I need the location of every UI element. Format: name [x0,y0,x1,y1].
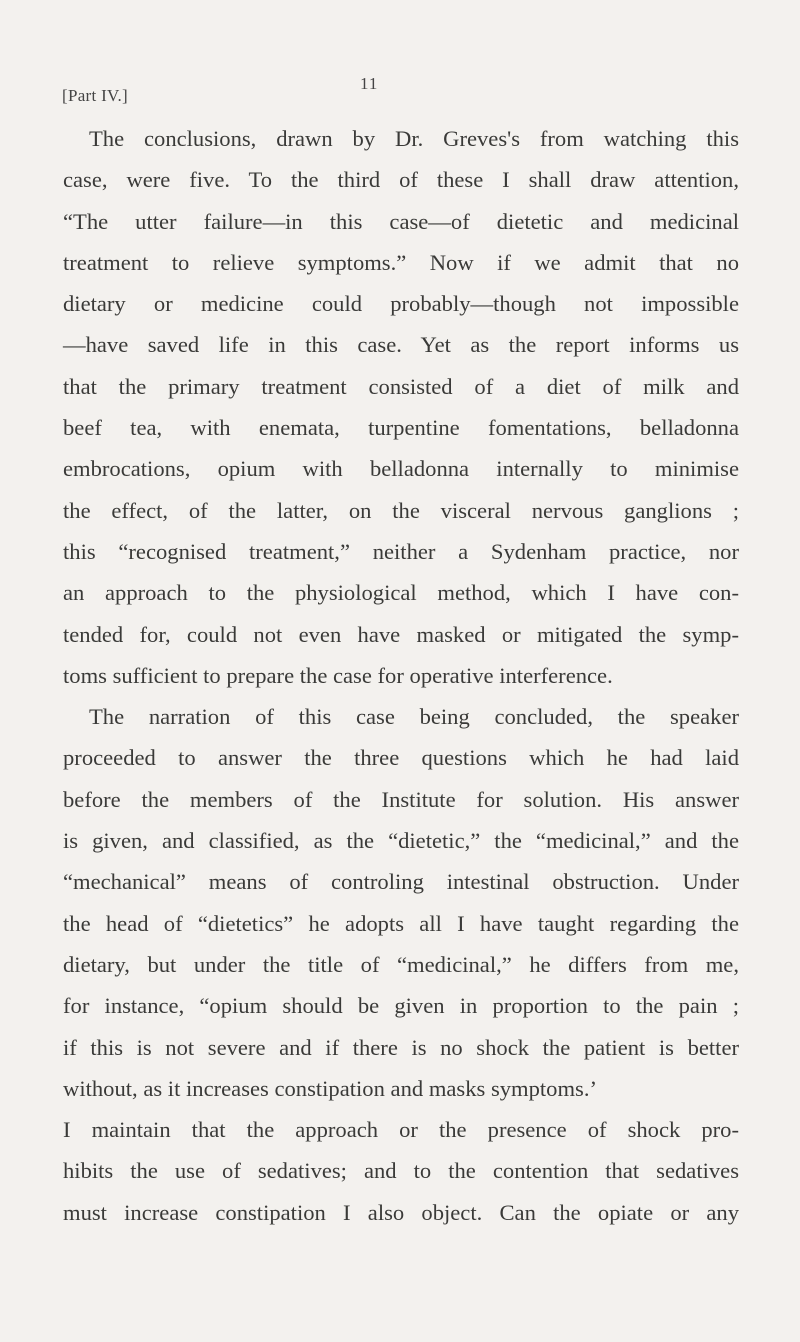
text-line: The conclusions, drawn by Dr. Greves's from watching this [89,126,739,151]
text-line: I maintain that the approach or the presence of shock pro- [63,1117,739,1143]
text-line: must increase constipation I also object. Can the opiate or any [63,1199,739,1225]
text-line: that the primary treatment consisted of a diet of milk and [63,373,739,399]
text-line: —have saved life in this case. Yet as the report informs us [63,332,739,358]
text-line: for instance, “opium should be given in proportion to the pain ; [63,993,739,1019]
text-line: treatment to relieve symptoms.” Now if we admit that no [63,249,739,275]
text-line: The narration of this case being concluded, the speaker [89,704,739,730]
text-line: embrocations, opium with belladonna internally to minimise [63,456,739,482]
text-line: tended for, could not even have masked or mitigated the symp- [63,621,739,647]
text-line: if this is not severe and if there is no shock the patient is better [63,1034,739,1060]
body-text [63,118,739,1233]
text-line: “mechanical” means of controling intestinal obstruction. Under [63,869,739,895]
text-line: before the members of the Institute for solution. His answer [63,786,739,812]
page-number: 11 [360,74,379,93]
text-line: the effect, of the latter, on the visceral nervous ganglions ; [63,497,739,523]
text-line: an approach to the physiological method, which I have con- [63,580,739,606]
text-line: dietary, but under the title of “medicinal,” he differs from me, [63,951,739,977]
text-line: toms sufficient to prepare the case for operative interference. [63,662,613,688]
text-line: this “recognised treatment,” neither a Sydenham practice, nor [63,538,739,564]
text-line: beef tea, with enemata, turpentine fomentations, belladonna [63,415,739,441]
running-head: [Part IV.] [62,86,128,105]
text-line: “The utter failure—in this case—of dietetic and medicinal [63,208,739,234]
text-line: proceeded to answer the three questions which he had laid [63,745,739,771]
text-line: without, as it increases constipation and masks symptoms.’ [63,1075,598,1101]
text-line: is given, and classified, as the “dietetic,” the “medicinal,” and the [63,828,739,854]
text-line: dietary or medicine could probably—though not impossible [63,291,739,317]
text-line: hibits the use of sedatives; and to the contention that sedatives [63,1158,739,1184]
text-line: the head of “dietetics” he adopts all I have taught regarding the [63,910,739,936]
text-line: case, were five. To the third of these I shall draw attention, [63,167,739,193]
